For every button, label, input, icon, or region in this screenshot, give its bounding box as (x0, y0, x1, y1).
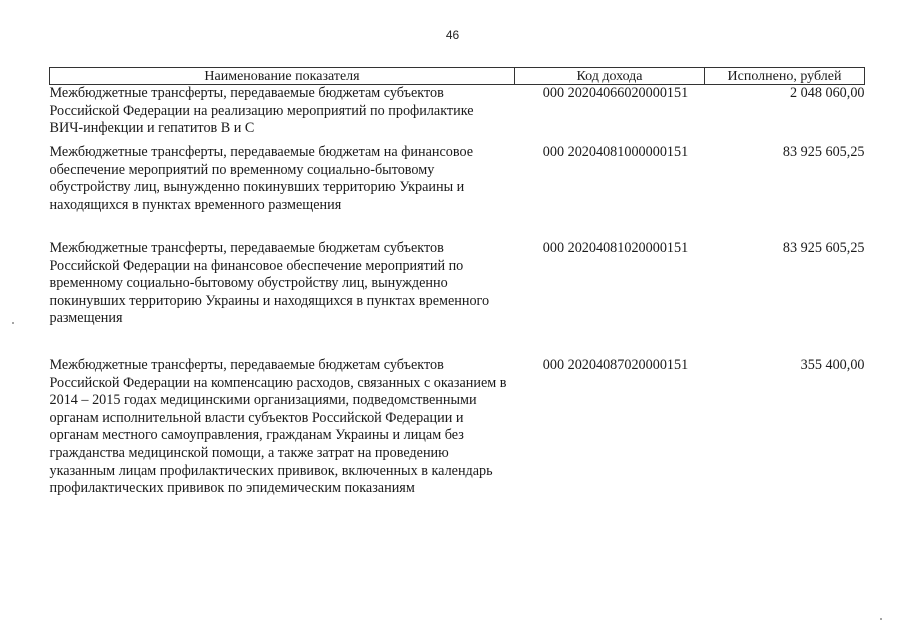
indicator-name: Межбюджетные трансферты, передаваемые бюджетам субъектов Российской Федерации на реализацию мероприятий по профилактике ВИЧ-инфекции и гепатитов В и С (49, 85, 474, 137)
indicator-name: Межбюджетные трансферты, передаваемые бюджетам на финансовое обеспечение мероприятий по временному социально-бытовому обустройству лиц, вынужденно покинувших территорию Украины и находящихся в пунктах временного размещения (49, 144, 474, 213)
revenue-code: 000 20204087020000151 (542, 357, 689, 373)
page-number: 46 (445, 28, 460, 42)
revenue-code: 000 20204081000000151 (542, 144, 689, 160)
table-row (50, 85, 865, 145)
table-row (50, 357, 865, 537)
header-code: Код дохода (515, 68, 705, 85)
table-row (50, 144, 865, 240)
executed-amount: 83 925 605,25 (782, 240, 865, 256)
scan-speck (880, 618, 882, 620)
indicator-name: Межбюджетные трансферты, передаваемые бюджетам субъектов Российской Федерации на финансовое обеспечение мероприятий по временному социально-бытовому обустройству лиц, вынужденно покинувших территорию Украины и находящихся в пунктах временного размещения (49, 240, 490, 327)
executed-amount: 355 400,00 (800, 357, 865, 373)
table-row (50, 240, 865, 357)
executed-amount: 2 048 060,00 (790, 85, 865, 101)
revenue-code: 000 20204066020000151 (542, 85, 689, 101)
revenue-table (49, 67, 865, 537)
table-header-row (50, 68, 865, 85)
indicator-name: Межбюджетные трансферты, передаваемые бюджетам субъектов Российской Федерации на компенсацию расходов, связанных с оказанием в 2014 – 2015 годах медицинскими организациями, подведомственными органам исполнительной власти субъектов Российской Федерации и органам местного самоуправления, гражданам Украины и лицам без гражданства медицинской помощи, а также затрат на проведению указанным лицам профилактических прививок, включенных в календарь профилактических прививок по эпидемическим показаниям (49, 357, 507, 497)
revenue-code: 000 20204081020000151 (542, 240, 689, 256)
header-amount: Исполнено, рублей (705, 68, 865, 85)
header-name: Наименование показателя (50, 68, 515, 85)
executed-amount: 83 925 605,25 (782, 144, 865, 160)
scan-speck (12, 322, 14, 324)
